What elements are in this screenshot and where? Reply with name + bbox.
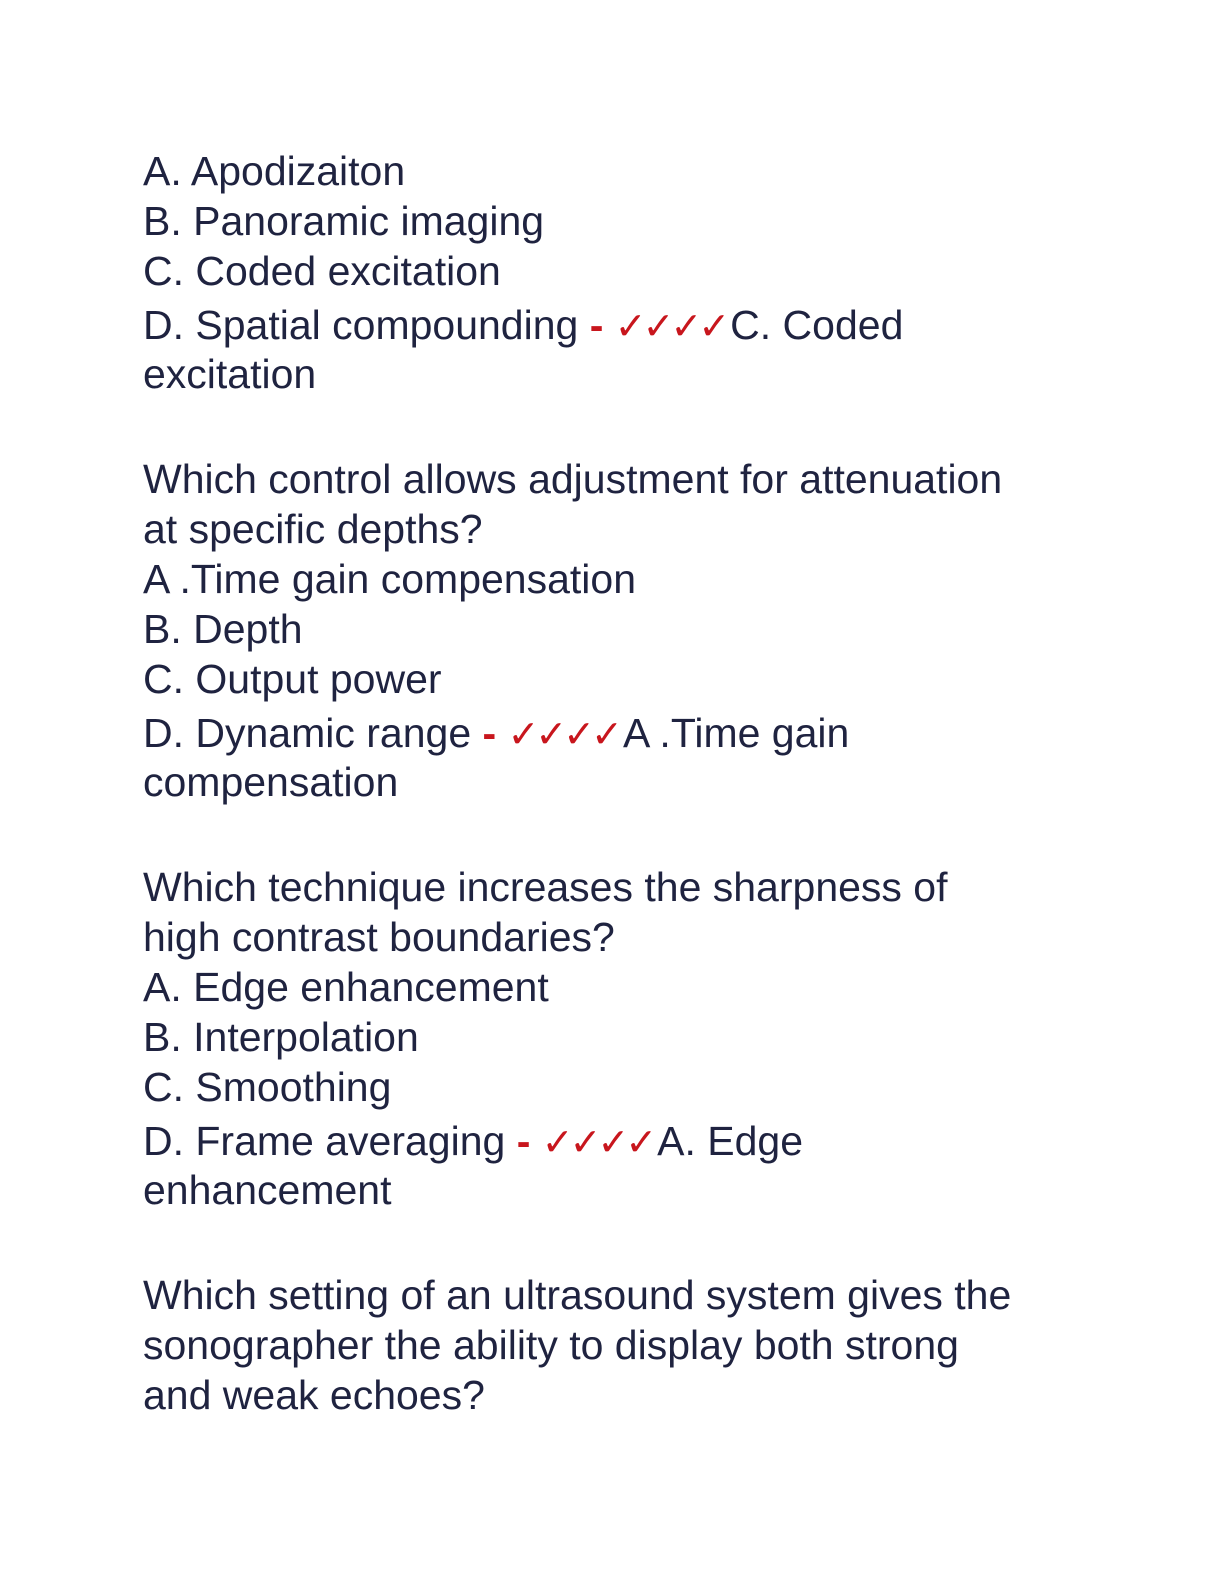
q1-option-a: A. Apodizaiton bbox=[143, 148, 406, 194]
q4-question-line-1: Which setting of an ultrasound system gives the bbox=[143, 1272, 1012, 1318]
q1-option-d: D. Spatial compounding bbox=[143, 302, 579, 348]
q1-option-c: C. Coded excitation bbox=[143, 248, 501, 294]
q2-option-d-with-answer bbox=[143, 704, 1103, 762]
q3-answer-dash: - bbox=[516, 1118, 531, 1164]
q3-question-line-2: high contrast boundaries? bbox=[143, 914, 615, 960]
q2-checkmark-icons: ✓✓✓✓ bbox=[507, 712, 619, 756]
q3-option-a: A. Edge enhancement bbox=[143, 964, 549, 1010]
q2-answer-start: A .Time gain bbox=[622, 710, 850, 756]
spacer bbox=[143, 1220, 1103, 1270]
q2-question-line-2: at specific depths? bbox=[143, 506, 483, 552]
q2-option-a: A .Time gain compensation bbox=[143, 556, 637, 602]
q3-option-d-with-answer bbox=[143, 1112, 1103, 1170]
q3-option-b: B. Interpolation bbox=[143, 1014, 419, 1060]
q3-answer-end: enhancement bbox=[143, 1167, 392, 1213]
document-page bbox=[143, 146, 1103, 1420]
q4-question-line-2: sonographer the ability to display both strong bbox=[143, 1322, 959, 1368]
q3-answer-start: A. Edge bbox=[657, 1118, 804, 1164]
q1-checkmark-icons: ✓✓✓✓ bbox=[614, 304, 727, 348]
q1-option-b: B. Panoramic imaging bbox=[143, 198, 545, 244]
q3-checkmark-icons: ✓✓✓✓ bbox=[541, 1120, 654, 1164]
q2-option-c: C. Output power bbox=[143, 656, 442, 702]
q2-question-line-1: Which control allows adjustment for attenuation bbox=[143, 456, 1003, 502]
q2-option-b: B. Depth bbox=[143, 606, 303, 652]
q3-question-line-1: Which technique increases the sharpness of bbox=[143, 864, 948, 910]
spacer bbox=[143, 404, 1103, 454]
q2-option-d: D. Dynamic range bbox=[143, 710, 472, 756]
q1-answer-end: excitation bbox=[143, 351, 317, 397]
q1-answer-dash: - bbox=[589, 302, 604, 348]
q2-answer-end: compensation bbox=[143, 759, 399, 805]
q1-option-d-with-answer bbox=[143, 296, 1103, 354]
q2-answer-dash: - bbox=[482, 710, 497, 756]
q3-option-d: D. Frame averaging bbox=[143, 1118, 506, 1164]
q1-answer-start: C. Coded bbox=[730, 302, 904, 348]
q4-question-line-3: and weak echoes? bbox=[143, 1372, 485, 1418]
q3-option-c: C. Smoothing bbox=[143, 1064, 392, 1110]
spacer bbox=[143, 812, 1103, 862]
